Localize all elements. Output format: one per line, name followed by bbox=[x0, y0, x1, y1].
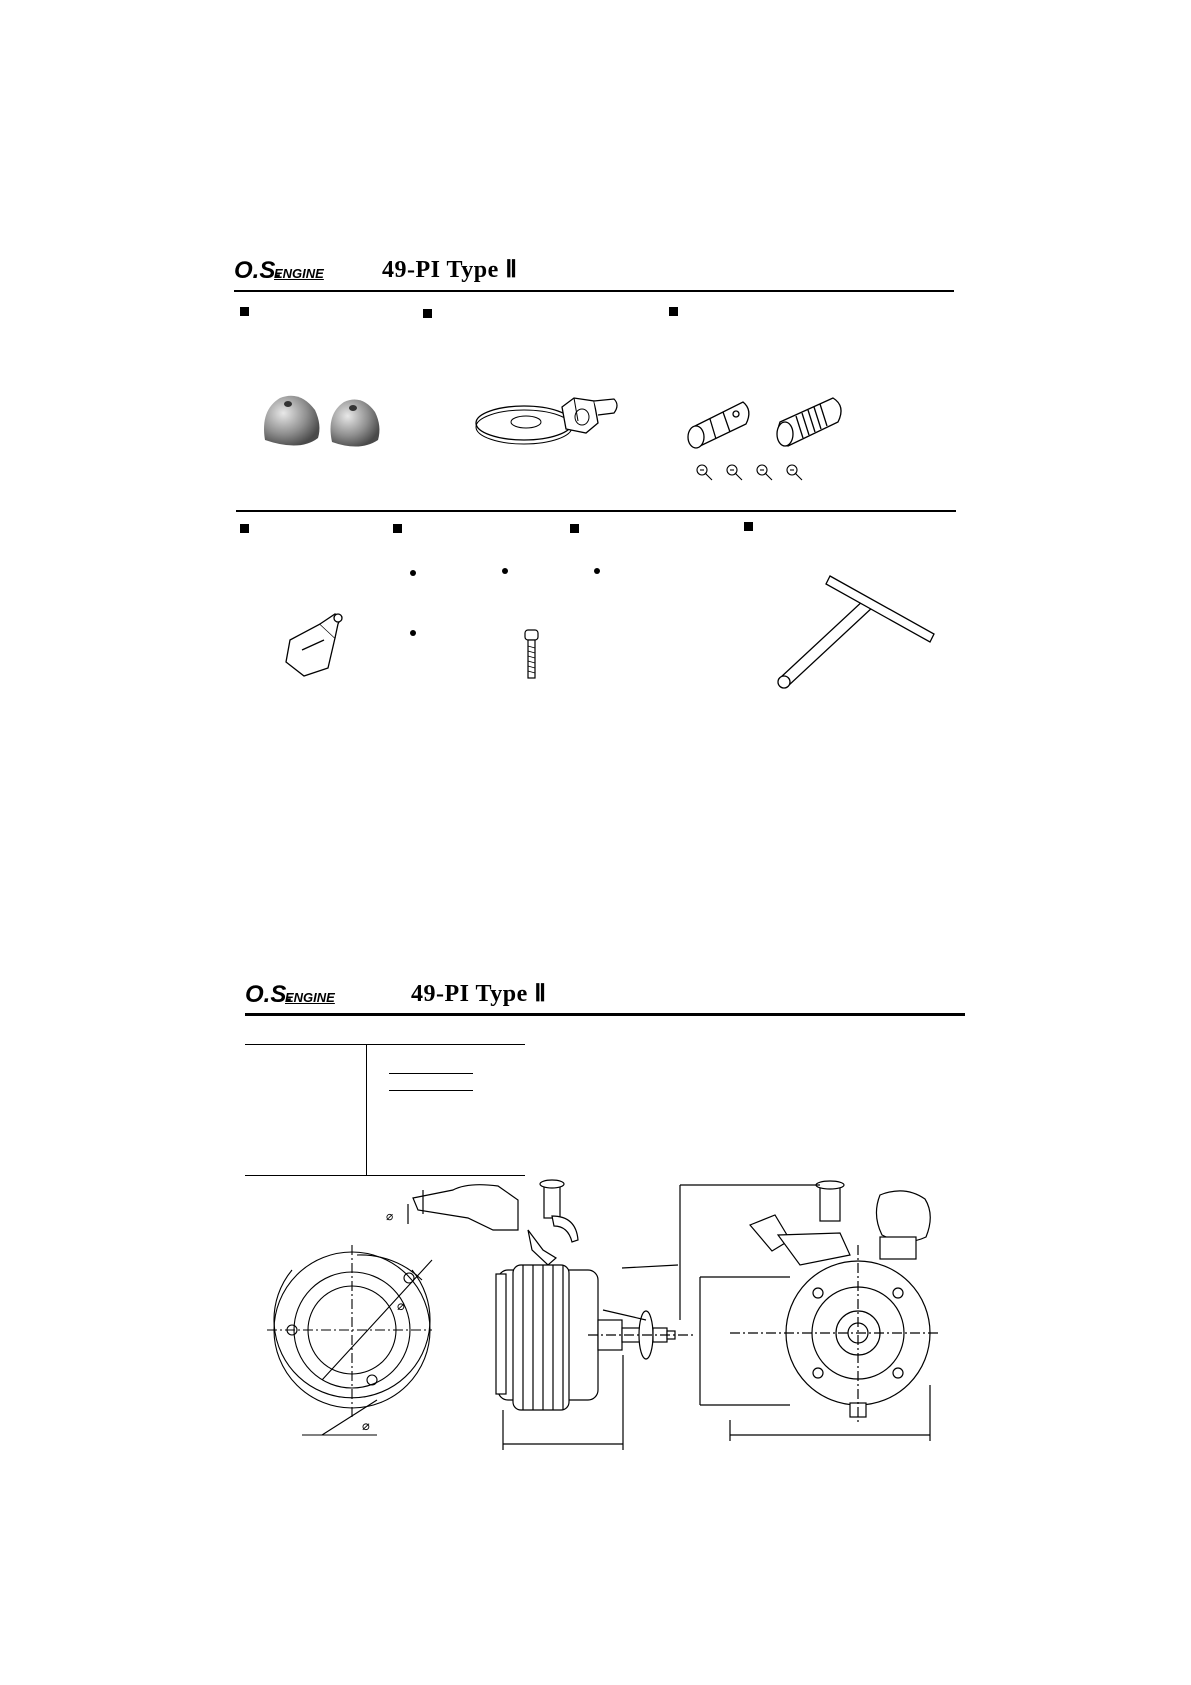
section-marker bbox=[744, 522, 753, 531]
section-marker bbox=[669, 307, 678, 316]
bullet-dot bbox=[410, 630, 416, 636]
bullet-dot bbox=[594, 568, 600, 574]
spec-table-divider bbox=[366, 1044, 367, 1176]
section-divider bbox=[236, 510, 956, 512]
spec-table-top-rule bbox=[245, 1044, 525, 1045]
side-view-drawing bbox=[378, 1170, 698, 1440]
spec-underline bbox=[389, 1090, 473, 1091]
plug-wrench-illustration bbox=[770, 570, 940, 690]
section-marker bbox=[423, 309, 432, 318]
page-title: 49-PI Type Ⅱ bbox=[382, 257, 518, 283]
os-logo: O.S. bbox=[234, 257, 283, 284]
page2-header bbox=[245, 981, 965, 1015]
svg-text:⌀: ⌀ bbox=[386, 1209, 394, 1223]
section-marker bbox=[393, 524, 402, 533]
section-marker bbox=[240, 524, 249, 533]
coupling-illustration bbox=[688, 392, 888, 502]
section-marker bbox=[570, 524, 579, 533]
spec-underline bbox=[389, 1073, 473, 1074]
page1-header bbox=[234, 257, 954, 291]
page-title: 49-PI Type Ⅱ bbox=[411, 981, 547, 1007]
os-logo: O.S. bbox=[245, 981, 294, 1008]
svg-text:⌀: ⌀ bbox=[397, 1299, 405, 1314]
spinner-nut-illustration bbox=[260, 390, 390, 460]
engine-logo-text: ENGINE bbox=[285, 990, 335, 1005]
header-rule bbox=[234, 290, 954, 292]
section-marker bbox=[240, 307, 249, 316]
bullet-dot bbox=[410, 570, 416, 576]
front-view-drawing bbox=[730, 1185, 950, 1445]
cap-screw-illustration bbox=[522, 628, 542, 680]
header-rule bbox=[245, 1013, 965, 1016]
washer-and-nut-illustration bbox=[474, 393, 624, 453]
engine-logo-text: ENGINE bbox=[274, 266, 324, 281]
svg-text:⌀: ⌀ bbox=[362, 1419, 370, 1434]
fuel-filter-illustration bbox=[280, 610, 360, 680]
bullet-dot bbox=[502, 568, 508, 574]
